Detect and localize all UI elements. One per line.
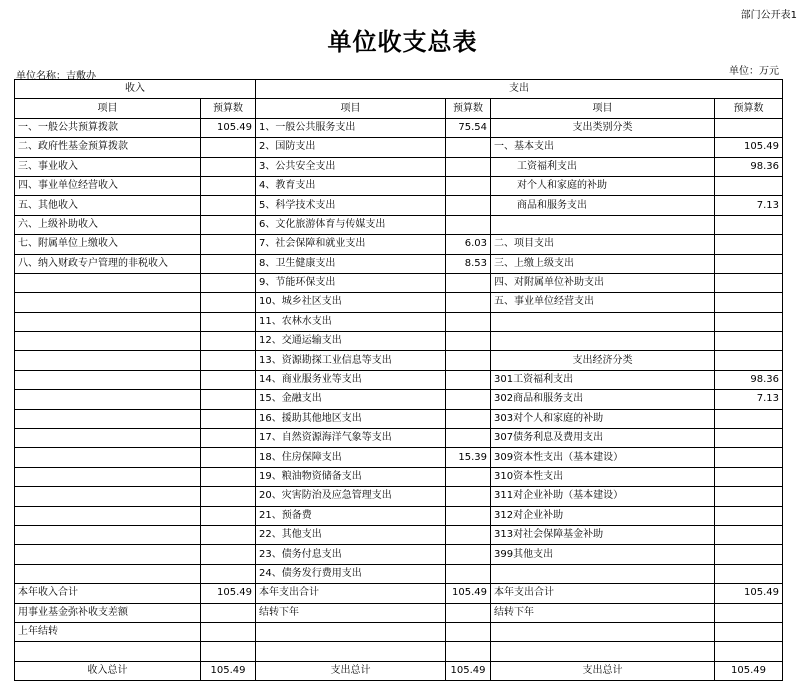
table-row: [15, 622, 783, 641]
income-budget-cell: [201, 157, 256, 176]
expense-category-item-cell: 399其他支出: [491, 545, 715, 564]
income-budget-cell: 105.49: [201, 118, 256, 137]
income-item-cell: 上年结转: [15, 622, 201, 641]
expense-function-budget-cell: [446, 215, 491, 234]
expense-function-item-cell: 17、自然资源海洋气象等支出: [256, 429, 446, 448]
expense-function-budget-header: 预算数: [446, 99, 491, 118]
income-budget-cell: [201, 642, 256, 661]
expense-category-budget-cell: [715, 564, 783, 583]
expense-function-budget-cell: [446, 642, 491, 661]
expense-function-item-cell: [256, 622, 446, 641]
expense-category-budget-cell: [715, 293, 783, 312]
income-item-cell: [15, 487, 201, 506]
table-row: [15, 235, 783, 254]
expense-category-budget-cell: 105.49: [715, 661, 783, 680]
expense-category-budget-cell: 105.49: [715, 584, 783, 603]
expense-function-budget-cell: [446, 622, 491, 641]
table-body: [15, 118, 783, 680]
expense-category-budget-cell: [715, 429, 783, 448]
expense-function-item-cell: 22、其他支出: [256, 525, 446, 544]
income-item-cell: 六、上级补助收入: [15, 215, 201, 234]
expense-category-item-cell: 307债务利息及费用支出: [491, 429, 715, 448]
expense-function-budget-cell: 75.54: [446, 118, 491, 137]
expense-category-budget-cell: [715, 176, 783, 195]
income-budget-cell: [201, 525, 256, 544]
income-item-cell: [15, 370, 201, 389]
column-header-row: [15, 99, 783, 118]
expense-category-item-cell: 四、对附属单位补助支出: [491, 273, 715, 292]
income-item-cell: 八、纳入财政专户管理的非税收入: [15, 254, 201, 273]
expense-function-item-cell: 19、粮油物资储备支出: [256, 467, 446, 486]
expense-category-budget-cell: 98.36: [715, 370, 783, 389]
expense-category-item-cell: 三、上缴上级支出: [491, 254, 715, 273]
table-row: [15, 176, 783, 195]
expense-category-item-cell: 五、事业单位经营支出: [491, 293, 715, 312]
table-row: [15, 642, 783, 661]
income-item-header: 项目: [15, 99, 201, 118]
expense-function-budget-cell: [446, 273, 491, 292]
income-section-header: 收入: [15, 80, 256, 99]
expense-function-item-cell: 21、预备费: [256, 506, 446, 525]
expense-function-item-cell: 支出总计: [256, 661, 446, 680]
expense-category-item-cell: 对个人和家庭的补助: [491, 176, 715, 195]
table-row: [15, 293, 783, 312]
expense-function-budget-cell: [446, 293, 491, 312]
expense-category-budget-cell: [715, 525, 783, 544]
expense-category-item-cell: 商品和服务支出: [491, 196, 715, 215]
income-budget-header: 预算数: [201, 99, 256, 118]
income-budget-cell: [201, 215, 256, 234]
table-row: [15, 196, 783, 215]
income-budget-cell: 105.49: [201, 661, 256, 680]
expense-category-item-cell: [491, 332, 715, 351]
income-item-cell: 五、其他收入: [15, 196, 201, 215]
table-row: [15, 157, 783, 176]
expense-category-item-cell: [491, 642, 715, 661]
unit-label: 单位：万元: [729, 66, 779, 77]
expense-function-budget-cell: [446, 351, 491, 370]
table-row: [15, 390, 783, 409]
expense-category-budget-cell: [715, 642, 783, 661]
expense-category-item-cell: 支出经济分类: [491, 351, 715, 370]
expense-category-budget-cell: 7.13: [715, 196, 783, 215]
expense-function-item-cell: 结转下年: [256, 603, 446, 622]
income-item-cell: [15, 642, 201, 661]
expense-function-item-cell: 4、教育支出: [256, 176, 446, 195]
expense-function-item-cell: 18、住房保障支出: [256, 448, 446, 467]
expense-function-item-cell: 6、文化旅游体育与传媒支出: [256, 215, 446, 234]
income-budget-cell: [201, 506, 256, 525]
unit-name-label: 单位名称：吉敷办: [16, 71, 96, 82]
expense-function-budget-cell: [446, 312, 491, 331]
expense-category-budget-cell: [715, 409, 783, 428]
income-item-cell: 七、附属单位上缴收入: [15, 235, 201, 254]
expense-function-budget-cell: [446, 332, 491, 351]
expense-category-budget-cell: [715, 351, 783, 370]
expense-function-budget-cell: [446, 138, 491, 157]
income-budget-cell: [201, 564, 256, 583]
expense-category-budget-cell: [715, 235, 783, 254]
table-row: [15, 409, 783, 428]
expense-function-item-cell: 15、金融支出: [256, 390, 446, 409]
income-budget-cell: [201, 429, 256, 448]
income-budget-cell: [201, 196, 256, 215]
income-budget-cell: [201, 622, 256, 641]
income-item-cell: [15, 293, 201, 312]
expense-function-item-cell: 12、交通运输支出: [256, 332, 446, 351]
income-item-cell: [15, 467, 201, 486]
table-row: [15, 138, 783, 157]
expense-category-budget-cell: [715, 312, 783, 331]
expense-function-budget-cell: [446, 370, 491, 389]
table-row: [15, 254, 783, 273]
income-budget-cell: [201, 487, 256, 506]
expense-category-budget-cell: [715, 448, 783, 467]
expense-function-budget-cell: 105.49: [446, 661, 491, 680]
expense-function-item-cell: 1、一般公共服务支出: [256, 118, 446, 137]
expense-category-budget-cell: [715, 603, 783, 622]
table-row: [15, 215, 783, 234]
income-budget-cell: [201, 273, 256, 292]
expense-function-item-cell: 23、债务付息支出: [256, 545, 446, 564]
expense-category-budget-cell: [715, 487, 783, 506]
income-budget-cell: 105.49: [201, 584, 256, 603]
expense-category-budget-header: 预算数: [715, 99, 783, 118]
expense-category-budget-cell: [715, 118, 783, 137]
income-budget-cell: [201, 390, 256, 409]
table-row: [15, 564, 783, 583]
table-tag: 部门公开表1: [740, 10, 797, 21]
expense-category-budget-cell: [715, 215, 783, 234]
table-row: [15, 273, 783, 292]
table-row: [15, 118, 783, 137]
income-budget-cell: [201, 351, 256, 370]
expense-function-budget-cell: [446, 429, 491, 448]
income-item-cell: [15, 545, 201, 564]
expense-category-budget-cell: 98.36: [715, 157, 783, 176]
expense-function-budget-cell: [446, 196, 491, 215]
expense-category-item-cell: 工资福利支出: [491, 157, 715, 176]
income-item-cell: [15, 564, 201, 583]
income-item-cell: 收入总计: [15, 661, 201, 680]
table-row: [15, 370, 783, 389]
table-row: [15, 351, 783, 370]
expense-function-budget-cell: [446, 157, 491, 176]
expense-function-budget-cell: 6.03: [446, 235, 491, 254]
expense-category-item-cell: 一、基本支出: [491, 138, 715, 157]
expense-function-item-cell: 9、节能环保支出: [256, 273, 446, 292]
expense-category-item-cell: 309资本性支出（基本建设）: [491, 448, 715, 467]
table-row: [15, 448, 783, 467]
table-row: [15, 312, 783, 331]
income-budget-cell: [201, 235, 256, 254]
expense-category-budget-cell: 7.13: [715, 390, 783, 409]
expense-function-budget-cell: [446, 176, 491, 195]
section-header-row: [15, 80, 783, 99]
table-row: [15, 525, 783, 544]
expense-category-item-cell: [491, 312, 715, 331]
income-budget-cell: [201, 603, 256, 622]
income-budget-cell: [201, 176, 256, 195]
income-item-cell: [15, 525, 201, 544]
table-row: [15, 506, 783, 525]
expense-function-budget-cell: [446, 603, 491, 622]
income-budget-cell: [201, 254, 256, 273]
table-row: [15, 487, 783, 506]
expense-category-item-cell: 302商品和服务支出: [491, 390, 715, 409]
table-row: [15, 429, 783, 448]
expense-function-item-cell: 16、援助其他地区支出: [256, 409, 446, 428]
expense-function-item-cell: 2、国防支出: [256, 138, 446, 157]
expense-function-item-cell: 本年支出合计: [256, 584, 446, 603]
expense-function-item-cell: 24、债务发行费用支出: [256, 564, 446, 583]
expense-category-item-cell: 本年支出合计: [491, 584, 715, 603]
expense-category-budget-cell: [715, 622, 783, 641]
income-item-cell: [15, 409, 201, 428]
income-item-cell: 本年收入合计: [15, 584, 201, 603]
income-budget-cell: [201, 409, 256, 428]
income-item-cell: [15, 429, 201, 448]
expense-category-item-cell: 支出类别分类: [491, 118, 715, 137]
income-budget-cell: [201, 138, 256, 157]
expense-function-item-cell: 10、城乡社区支出: [256, 293, 446, 312]
expense-category-item-cell: 301工资福利支出: [491, 370, 715, 389]
expense-category-budget-cell: [715, 254, 783, 273]
income-item-cell: [15, 506, 201, 525]
expense-category-item-cell: [491, 622, 715, 641]
page-title: 单位收支总表: [327, 28, 478, 56]
expense-function-item-cell: 7、社会保障和就业支出: [256, 235, 446, 254]
expense-function-budget-cell: [446, 506, 491, 525]
budget-summary-table: [14, 79, 783, 681]
expense-function-budget-cell: [446, 564, 491, 583]
expense-function-budget-cell: [446, 525, 491, 544]
income-item-cell: [15, 312, 201, 331]
expense-function-budget-cell: [446, 487, 491, 506]
expense-section-header: 支出: [256, 80, 783, 99]
table-row: [15, 332, 783, 351]
expense-function-budget-cell: [446, 545, 491, 564]
expense-function-budget-cell: [446, 390, 491, 409]
expense-category-item-cell: 303对个人和家庭的补助: [491, 409, 715, 428]
expense-function-item-cell: 3、公共安全支出: [256, 157, 446, 176]
income-item-cell: [15, 273, 201, 292]
expense-category-item-header: 项目: [491, 99, 715, 118]
expense-category-item-cell: 结转下年: [491, 603, 715, 622]
income-item-cell: 一、一般公共预算拨款: [15, 118, 201, 137]
expense-category-budget-cell: [715, 467, 783, 486]
expense-function-item-cell: 8、卫生健康支出: [256, 254, 446, 273]
expense-function-budget-cell: 105.49: [446, 584, 491, 603]
expense-function-item-cell: 13、资源勘探工业信息等支出: [256, 351, 446, 370]
expense-function-item-cell: 14、商业服务业等支出: [256, 370, 446, 389]
income-item-cell: 二、政府性基金预算拨款: [15, 138, 201, 157]
expense-function-budget-cell: 8.53: [446, 254, 491, 273]
expense-function-budget-cell: [446, 409, 491, 428]
income-budget-cell: [201, 467, 256, 486]
income-budget-cell: [201, 545, 256, 564]
income-item-cell: 四、事业单位经营收入: [15, 176, 201, 195]
expense-function-budget-cell: [446, 467, 491, 486]
expense-category-budget-cell: [715, 273, 783, 292]
income-item-cell: [15, 448, 201, 467]
income-budget-cell: [201, 332, 256, 351]
expense-function-item-cell: [256, 642, 446, 661]
income-item-cell: [15, 332, 201, 351]
expense-function-budget-cell: 15.39: [446, 448, 491, 467]
table-row: [15, 584, 783, 603]
expense-category-item-cell: 313对社会保障基金补助: [491, 525, 715, 544]
expense-category-budget-cell: [715, 506, 783, 525]
expense-category-item-cell: 312对企业补助: [491, 506, 715, 525]
expense-category-budget-cell: [715, 332, 783, 351]
income-budget-cell: [201, 293, 256, 312]
income-budget-cell: [201, 312, 256, 331]
income-item-cell: 用事业基金弥补收支差额: [15, 603, 201, 622]
income-item-cell: 三、事业收入: [15, 157, 201, 176]
income-item-cell: [15, 390, 201, 409]
expense-category-item-cell: [491, 564, 715, 583]
expense-function-item-cell: 11、农林水支出: [256, 312, 446, 331]
expense-category-budget-cell: [715, 545, 783, 564]
expense-function-item-header: 项目: [256, 99, 446, 118]
expense-category-item-cell: 311对企业补助（基本建设）: [491, 487, 715, 506]
expense-category-item-cell: [491, 215, 715, 234]
expense-category-item-cell: 二、项目支出: [491, 235, 715, 254]
expense-function-item-cell: 5、科学技术支出: [256, 196, 446, 215]
table-row: [15, 545, 783, 564]
income-item-cell: [15, 351, 201, 370]
income-budget-cell: [201, 448, 256, 467]
expense-function-item-cell: 20、灾害防治及应急管理支出: [256, 487, 446, 506]
income-budget-cell: [201, 370, 256, 389]
table-row: [15, 661, 783, 680]
expense-category-item-cell: 支出总计: [491, 661, 715, 680]
table-row: [15, 603, 783, 622]
table-row: [15, 467, 783, 486]
expense-category-item-cell: 310资本性支出: [491, 467, 715, 486]
expense-category-budget-cell: 105.49: [715, 138, 783, 157]
